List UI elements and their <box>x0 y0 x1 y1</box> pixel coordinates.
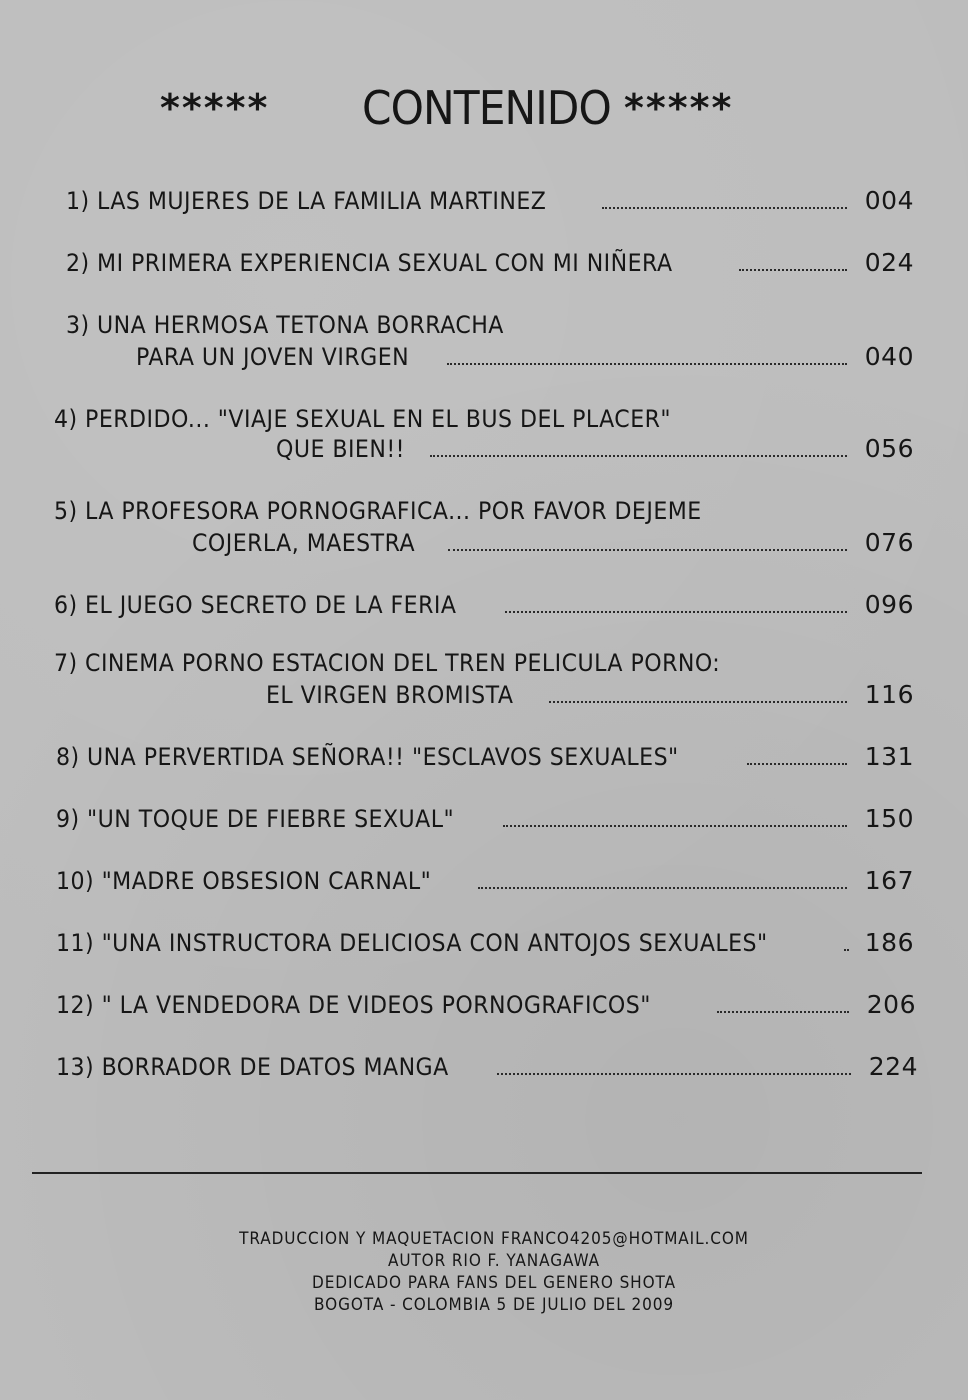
dot-leader <box>448 548 846 551</box>
dot-leader <box>844 948 847 951</box>
dot-leader <box>549 700 847 703</box>
toc-entry-7-page: 116 <box>864 680 914 709</box>
toc-entry-2-title: 2) MI PRIMERA EXPERIENCIA SEXUAL CON MI NIÑERA <box>66 249 673 277</box>
header <box>0 78 968 138</box>
toc-entry-2-page: 024 <box>864 248 914 277</box>
toc-entry-8 <box>56 740 914 772</box>
toc-entry-3-page: 040 <box>864 342 914 371</box>
toc-entry-12 <box>56 988 916 1020</box>
toc-entry-3-line-1 <box>66 308 766 340</box>
dot-leader <box>505 610 846 613</box>
dot-leader <box>747 762 847 765</box>
toc-entry-3-title-2: PARA UN JOVEN VIRGEN <box>136 343 410 371</box>
toc-entry-3 <box>136 340 914 372</box>
toc-entry-5-title-2: COJERLA, MAESTRA <box>192 529 416 557</box>
toc-entry-4-page: 056 <box>864 434 914 463</box>
toc-entry-12-page: 206 <box>866 990 916 1019</box>
page-title: CONTENIDO <box>362 81 611 135</box>
toc-entry-13-page: 224 <box>868 1052 918 1081</box>
toc-entry-4 <box>276 432 914 464</box>
toc-entry-7 <box>266 678 914 710</box>
toc-entry-8-page: 131 <box>864 742 914 771</box>
toc-entry-4-title-2: QUE BIEN!! <box>276 435 405 463</box>
credits-location-date: BOGOTA - COLOMBIA 5 DE JULIO DEL 2009 <box>314 1295 674 1315</box>
dot-leader <box>430 454 847 457</box>
toc-entry-5-line-1 <box>54 494 814 526</box>
credits-dedication: DEDICADO PARA FANS DEL GENERO SHOTA <box>312 1273 676 1293</box>
toc-entry-9 <box>56 802 914 834</box>
toc-entry-7-title-2: EL VIRGEN BROMISTA <box>266 681 514 709</box>
toc-entry-13 <box>56 1050 918 1082</box>
toc-entry-10-page: 167 <box>864 866 914 895</box>
toc-entry-12-title: 12) " LA VENDEDORA DE VIDEOS PORNOGRAFICOS" <box>56 991 651 1019</box>
toc-entry-1-page: 004 <box>864 186 914 215</box>
toc-entry-11 <box>56 926 914 958</box>
toc-entry-5 <box>192 526 914 558</box>
toc-entry-6-page: 096 <box>864 590 914 619</box>
toc-entry-9-page: 150 <box>864 804 914 833</box>
divider-line <box>32 1172 922 1174</box>
toc-entry-6-title: 6) EL JUEGO SECRETO DE LA FERIA <box>54 591 457 619</box>
toc-entry-2 <box>66 246 914 278</box>
toc-entry-5-title-1: 5) LA PROFESORA PORNOGRAFICA... POR FAVOR DEJEME <box>54 497 702 525</box>
toc-entry-1-title: 1) LAS MUJERES DE LA FAMILIA MARTINEZ <box>66 187 547 215</box>
dot-leader <box>739 268 847 271</box>
toc-entry-11-title: 11) "UNA INSTRUCTORA DELICIOSA CON ANTOJOS SEXUALES" <box>56 929 768 957</box>
dot-leader <box>478 886 847 889</box>
credits-author: AUTOR RIO F. YANAGAWA <box>387 1251 601 1271</box>
toc-entry-13-title: 13) BORRADOR DE DATOS MANGA <box>56 1053 449 1081</box>
credits-translation: TRADUCCION Y MAQUETACION FRANCO4205@HOTMAIL.COM <box>239 1229 749 1249</box>
toc-entry-10-title: 10) "MADRE OBSESION CARNAL" <box>56 867 432 895</box>
toc-entry-6 <box>54 588 914 620</box>
dot-leader <box>503 824 847 827</box>
toc-entry-8-title: 8) UNA PERVERTIDA SEÑORA!! "ESCLAVOS SEXUALES" <box>56 743 679 771</box>
toc-entry-4-line-1 <box>54 402 814 434</box>
credits-block <box>0 1228 968 1316</box>
toc-entry-7-line-1 <box>54 646 854 678</box>
toc-entry-9-title: 9) "UN TOQUE DE FIEBRE SEXUAL" <box>56 805 455 833</box>
toc-entry-11-page: 186 <box>864 928 914 957</box>
dot-leader <box>602 206 847 209</box>
toc-entry-10 <box>56 864 914 896</box>
toc-entry-5-page: 076 <box>864 528 914 557</box>
dot-leader <box>497 1072 851 1075</box>
stars-right: ***** <box>624 86 734 130</box>
dot-leader <box>717 1010 849 1013</box>
toc-entry-1 <box>66 184 914 216</box>
dot-leader <box>447 362 847 365</box>
toc-entry-3-title-1: 3) UNA HERMOSA TETONA BORRACHA <box>66 311 504 339</box>
toc-entry-7-title-1: 7) CINEMA PORNO ESTACION DEL TREN PELICULA PORNO: <box>54 649 721 677</box>
toc-entry-4-title-1: 4) PERDIDO... "VIAJE SEXUAL EN EL BUS DEL PLACER" <box>54 405 672 433</box>
stars-left: ***** <box>160 86 270 130</box>
